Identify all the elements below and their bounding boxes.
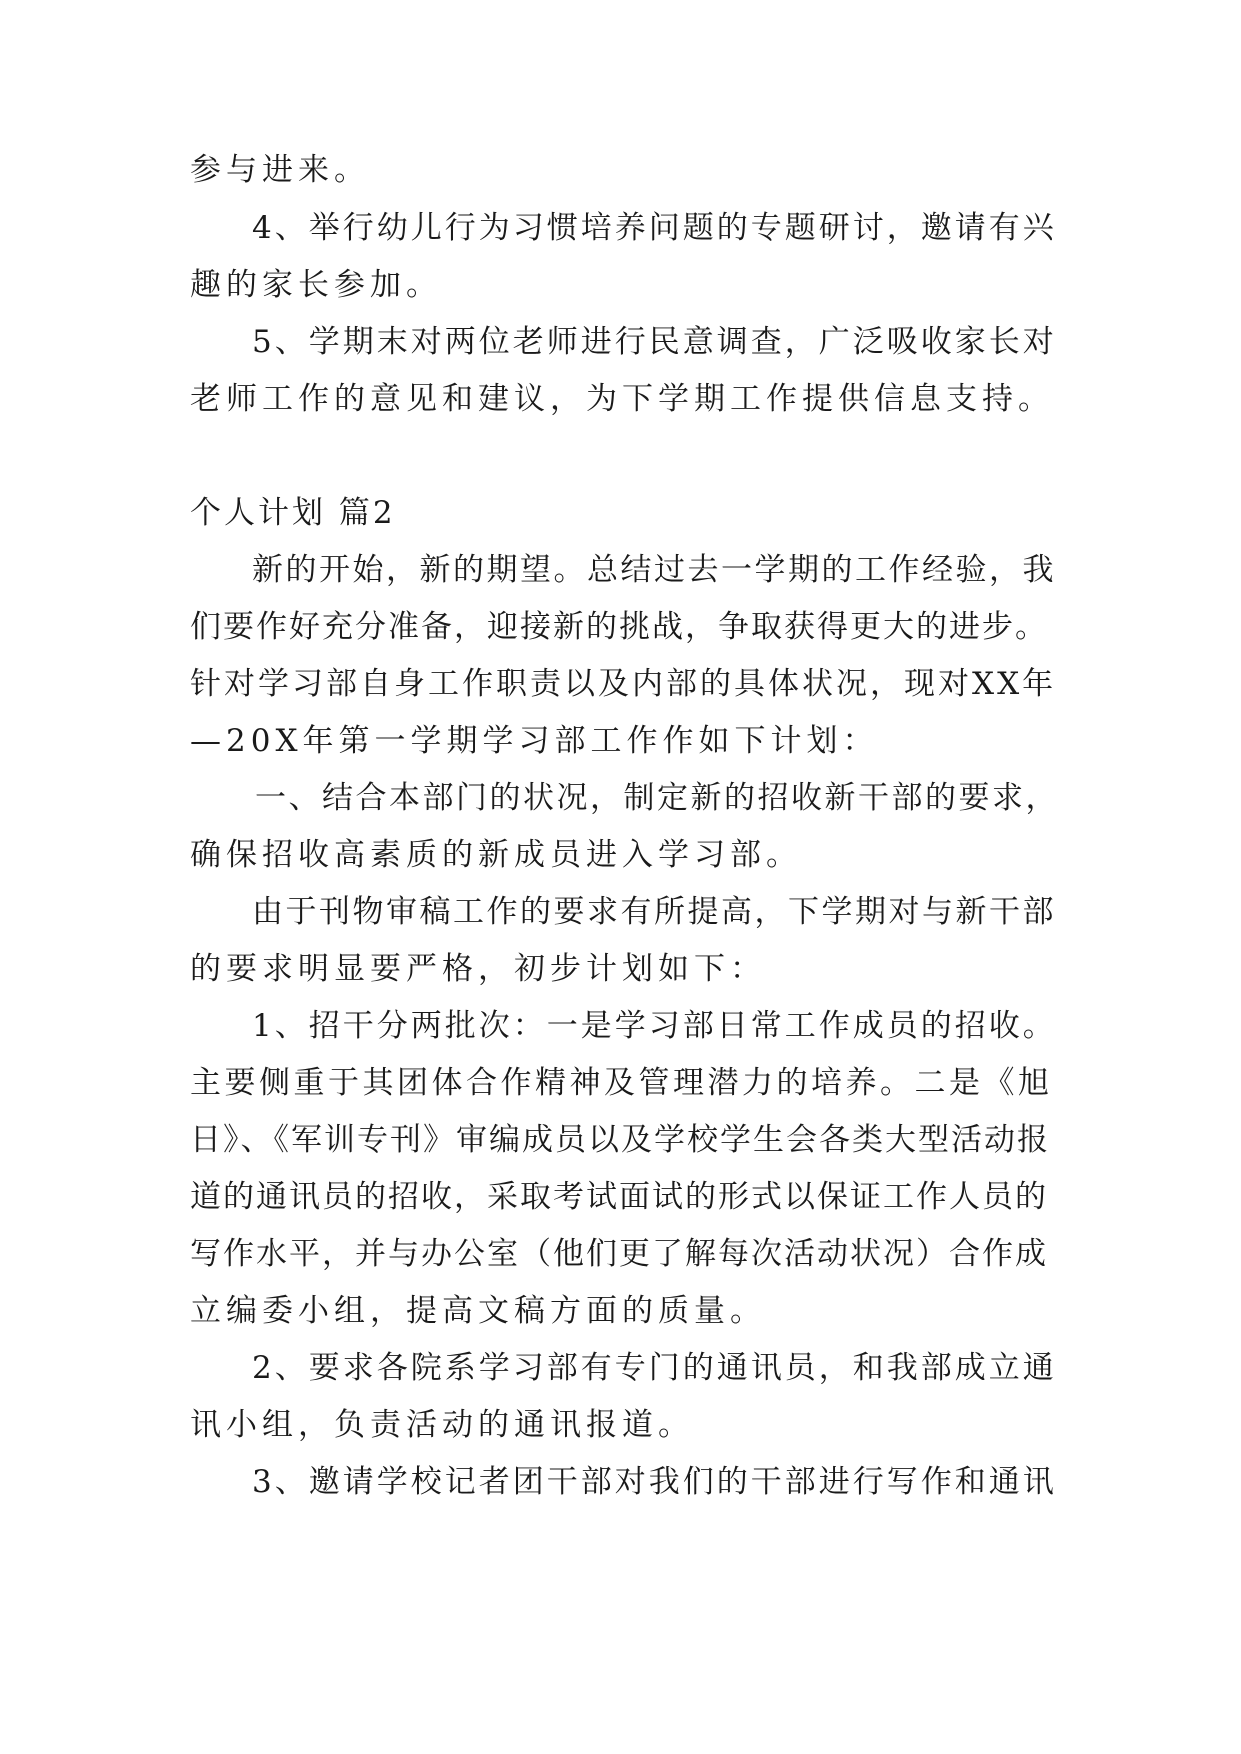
text-line: 老师工作的意见和建议，为下学期工作提供信息支持。 xyxy=(190,381,1054,417)
text-line: 日》、《军训专刊》审编成员以及学校学生会各类大型活动报 xyxy=(190,1122,1050,1158)
text-line: 3、邀请学校记者团干部对我们的干部进行写作和通讯 xyxy=(252,1464,1057,1500)
text-line: 针对学习部自身工作职责以及内部的具体状况，现对XX年 xyxy=(190,666,1057,702)
text-line: 一、结合本部门的状况，制定新的招收新干部的要求， xyxy=(255,780,1059,816)
text-line: 的要求明显要严格，初步计划如下： xyxy=(190,951,766,987)
text-line: —20X年第一学期学习部工作作如下计划： xyxy=(190,723,879,759)
text-line: 2、要求各院系学习部有专门的通讯员，和我部成立通 xyxy=(252,1350,1057,1386)
text-line: 由于刊物审稿工作的要求有所提高，下学期对与新干部 xyxy=(252,894,1056,930)
text-line: 参与进来。 xyxy=(190,152,370,188)
text-line: 趣的家长参加。 xyxy=(190,267,442,303)
text-line: 们要作好充分准备，迎接新的挑战，争取获得更大的进步。 xyxy=(190,609,1048,645)
text-line: 1、招干分两批次：一是学习部日常工作成员的招收。 xyxy=(252,1008,1057,1044)
text-line: 主要侧重于其团体合作精神及管理潜力的培养。二是《旭 xyxy=(190,1065,1053,1101)
text-line: 讯小组，负责活动的通讯报道。 xyxy=(190,1407,694,1443)
text-line: 立编委小组，提高文稿方面的质量。 xyxy=(190,1293,766,1329)
text-line: 写作水平，并与办公室（他们更了解每次活动状况）合作成 xyxy=(190,1236,1048,1272)
text-line: 道的通讯员的招收，采取考试面试的形式以保证工作人员的 xyxy=(190,1179,1048,1215)
text-line: 新的开始，新的期望。总结过去一学期的工作经验，我 xyxy=(252,552,1056,588)
section-heading: 个人计划 篇2 xyxy=(190,495,396,531)
text-line: 4、举行幼儿行为习惯培养问题的专题研讨，邀请有兴 xyxy=(252,210,1057,246)
text-line: 5、学期末对两位老师进行民意调查，广泛吸收家长对 xyxy=(252,324,1057,360)
text-line: 确保招收高素质的新成员进入学习部。 xyxy=(190,837,802,873)
